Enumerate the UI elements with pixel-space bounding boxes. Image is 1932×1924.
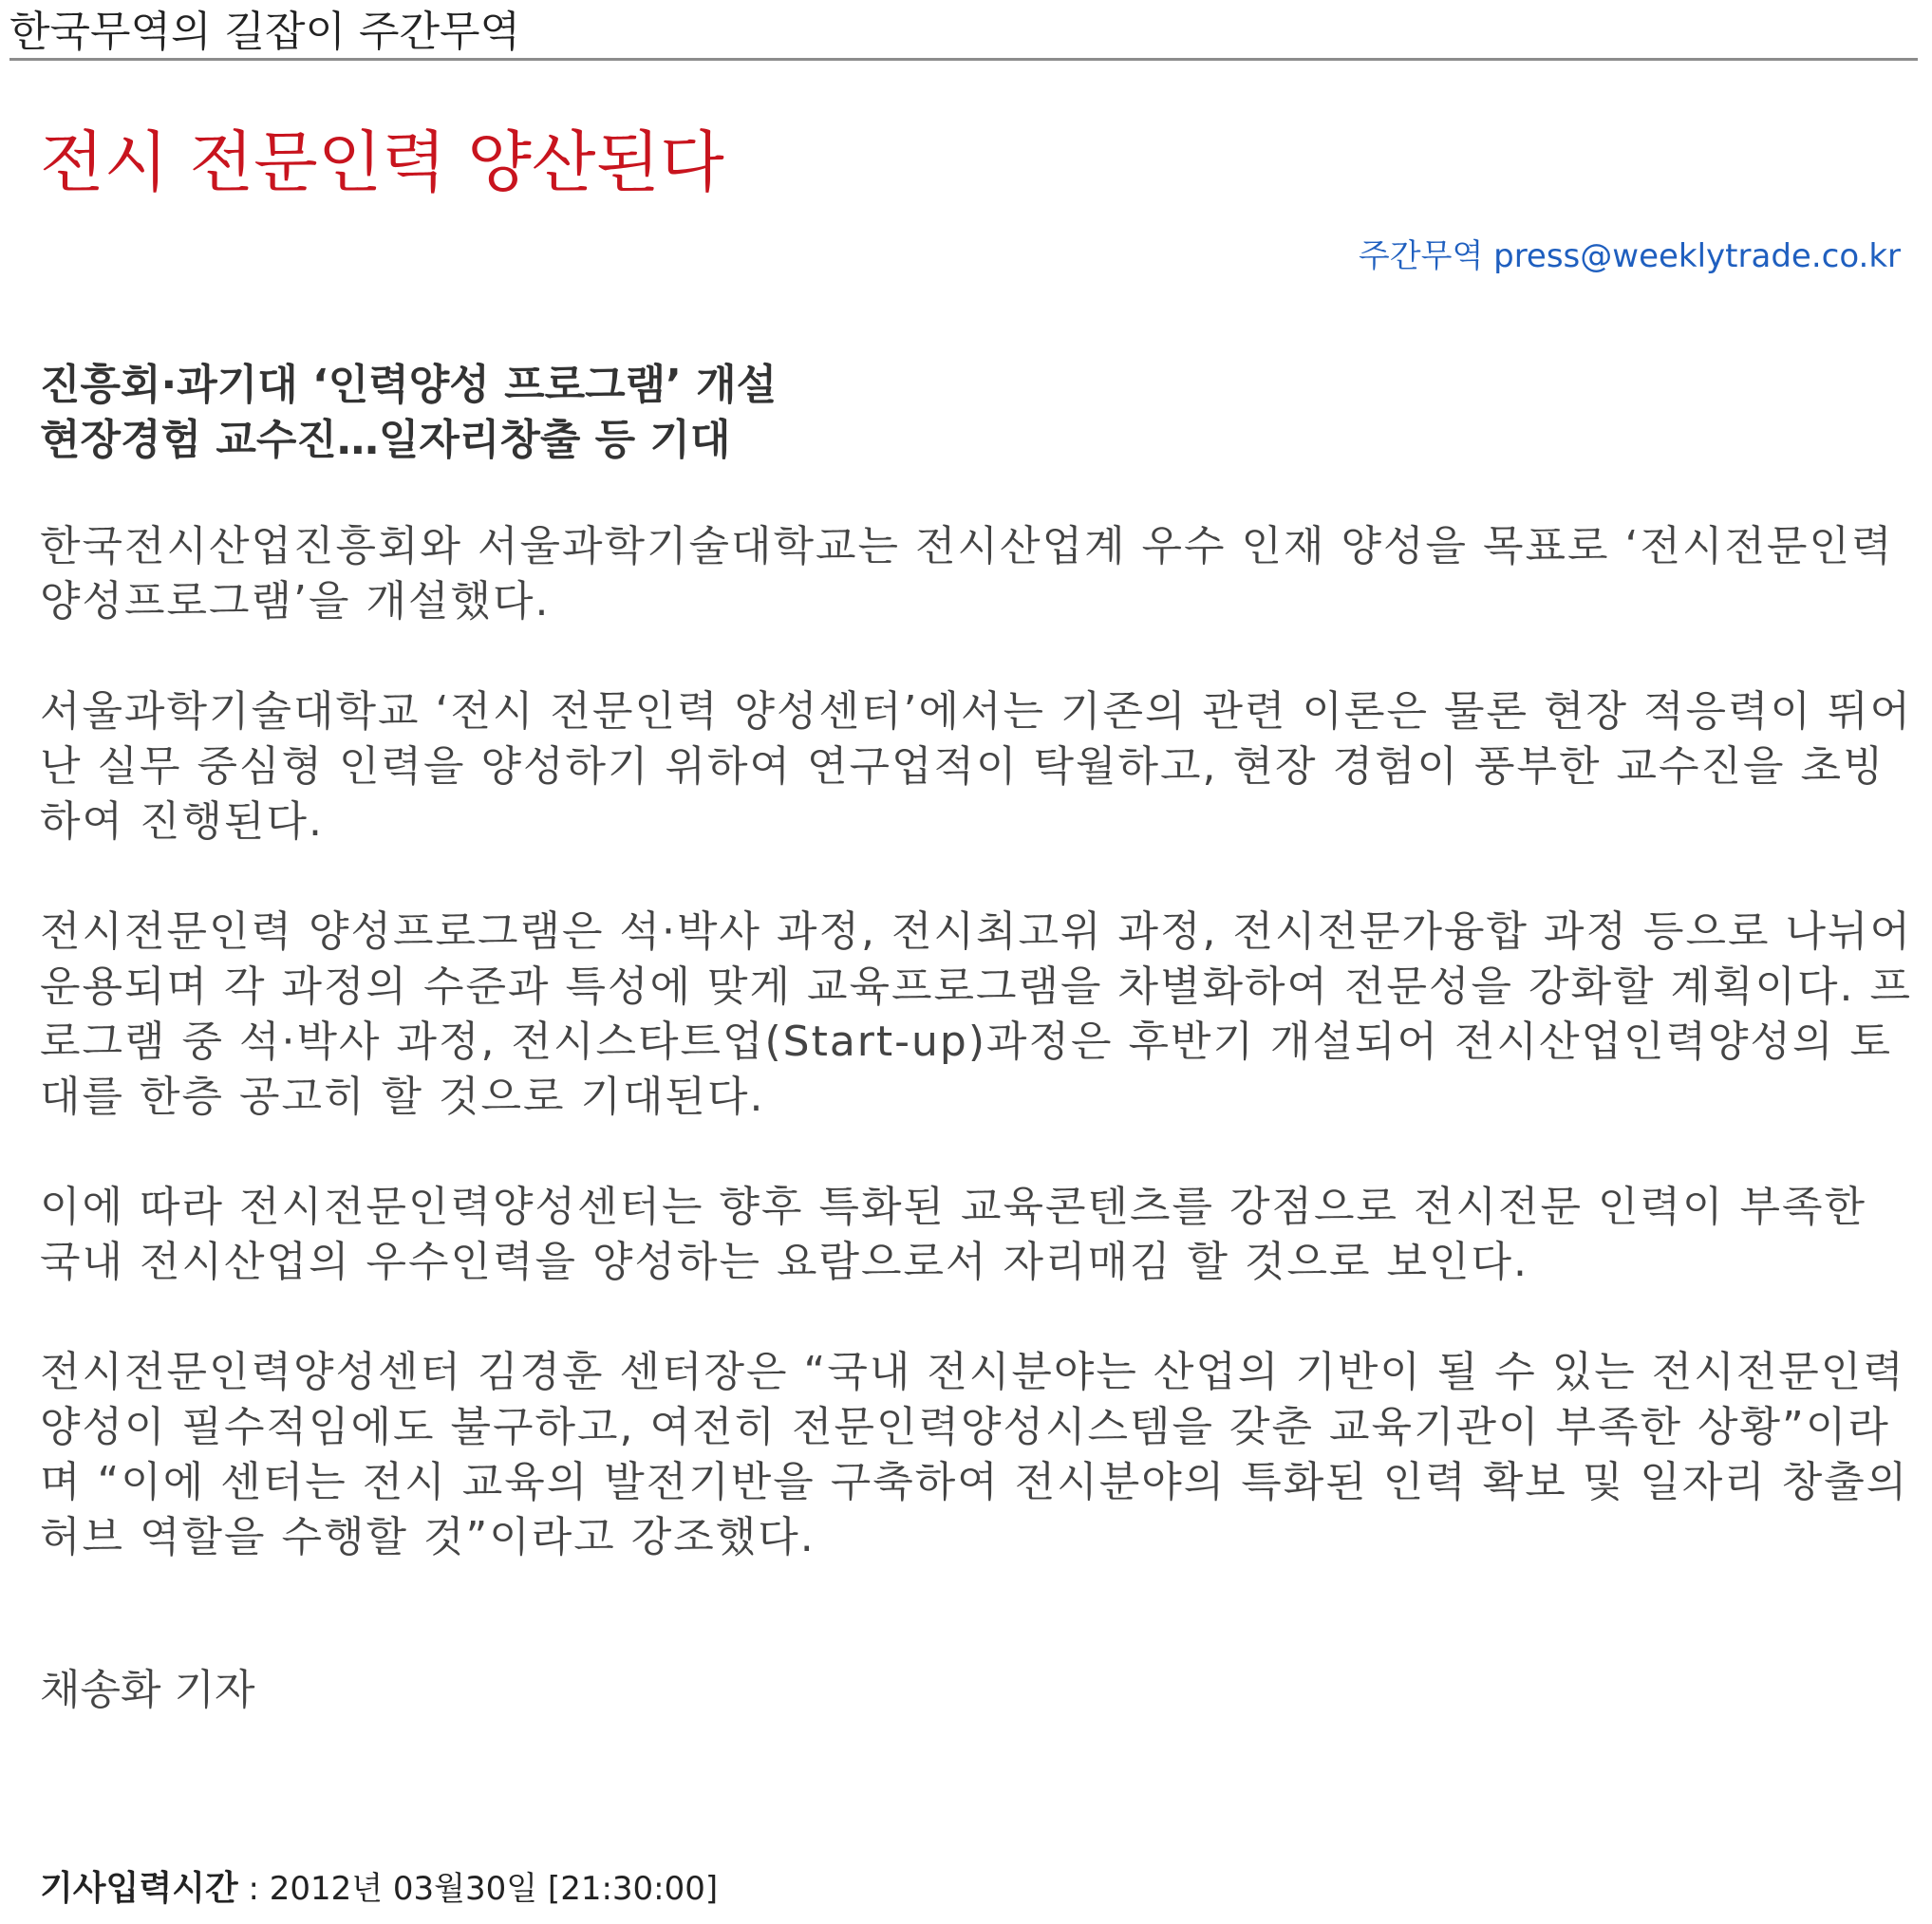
site-title: 한국무역의 길잡이 주간무역 xyxy=(9,8,521,56)
article-paragraph: 전시전문인력양성센터 김경훈 센터장은 “국내 전시분야는 산업의 기반이 될 수 있는 전시전문인력양성이 필수적임에도 불구하고, 여전히 전문인력양성시스템을 갖춘 교육기관이 부족한 상황”이라며 “이에 센터는 전시 교육의 발전기반을 구축하여 전시분야의 특화된 인력 확보 및 일자리 창출의 허브 역할을 수행할 것”이라고 강조했다. xyxy=(40,1348,1909,1561)
article-paragraph: 이에 따라 전시전문인력양성센터는 향후 특화된 교육콘텐츠를 강점으로 전시전문 인력이 부족한 국내 전시산업의 우수인력을 양성하는 요람으로서 자리매김 할 것으로 보인다. xyxy=(40,1183,1867,1286)
article-paragraph: 한국전시산업진흥회와 서울과학기술대학교는 전시산업계 우수 인재 양성을 목표로 ‘전시전문인력 양성프로그램’을 개설했다. xyxy=(40,522,1894,626)
article-body xyxy=(40,519,1920,1620)
article-paragraph: 서울과학기술대학교 ‘전시 전문인력 양성센터’에서는 기존의 관련 이론은 물론 현장 적응력이 뛰어난 실무 중심형 인력을 양성하기 위하여 연구업적이 탁월하고, 현장 경험이 풍부한 교수진을 초빙하여 진행된다. xyxy=(40,687,1912,846)
page-header xyxy=(9,0,1918,61)
timestamp-value: : 2012년 03월30일 [21:30:00] xyxy=(237,1870,719,1908)
article-paragraph: 전시전문인력 양성프로그램은 석·박사 과정, 전시최고위 과정, 전시전문가융합 과정 등으로 나뉘어 운용되며 각 과정의 수준과 특성에 맞게 교육프로그램을 차별화하여 전문성을 강화할 계획이다. 프로그램 중 석·박사 과정, 전시스타트업(Start-up)과정은 후반기 개설되어 전시산업인력양성의 토대를 한층 공고히 할 것으로 기대된다. xyxy=(40,907,1912,1121)
subhead-line: 진흥회·과기대 ‘인력양성 프로그램’ 개설 xyxy=(40,361,778,409)
byline-email-link[interactable]: press@weeklytrade.co.kr xyxy=(1493,237,1901,275)
timestamp-label: 기사입력시간 xyxy=(40,1869,238,1908)
byline-publication: 주간무역 xyxy=(1358,237,1484,275)
subhead-line: 현장경험 교수진…일자리창출 등 기대 xyxy=(40,416,731,464)
article-subheads xyxy=(40,358,1901,468)
reporter-name: 채송화 기자 xyxy=(40,1666,255,1714)
article-timestamp xyxy=(40,1868,718,1910)
article-headline: 전시 전문인력 양산된다 xyxy=(40,123,724,201)
article-byline xyxy=(1359,235,1901,277)
